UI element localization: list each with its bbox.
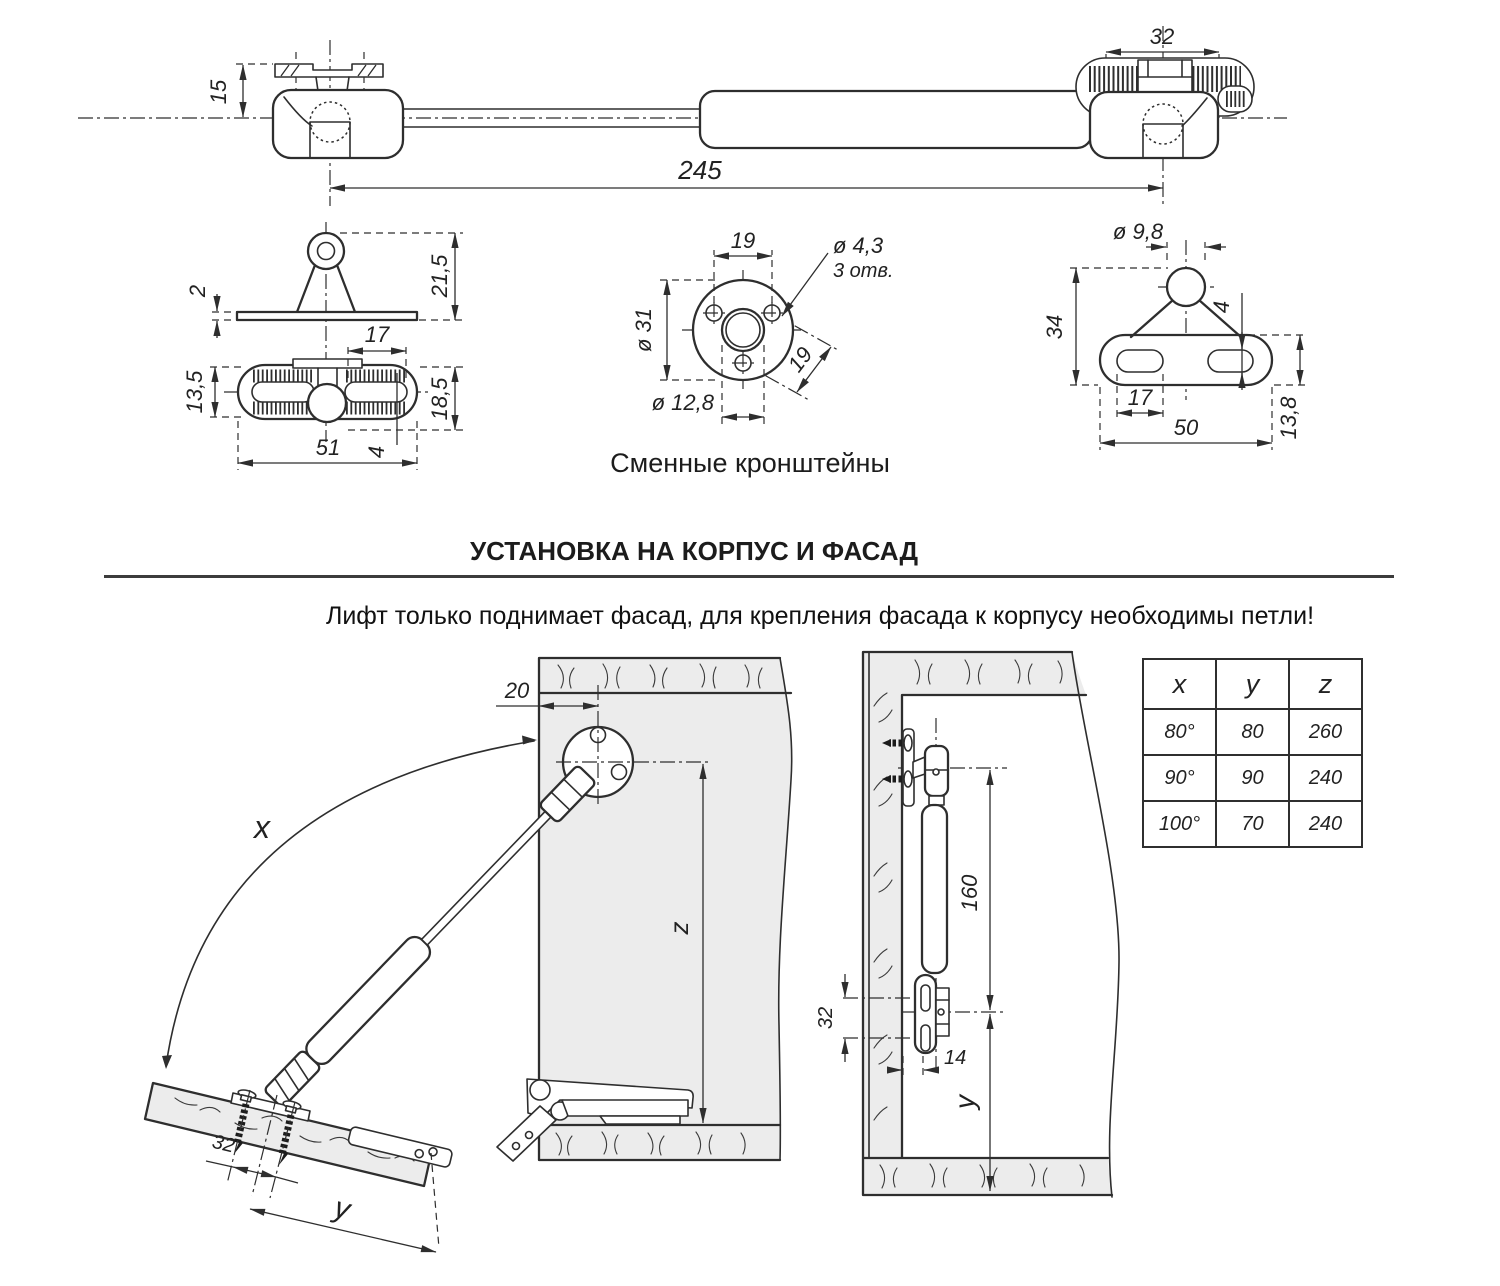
round-flange-view: [631, 228, 893, 424]
cylinder-body: [700, 91, 1092, 148]
table-cell: 240: [1289, 801, 1362, 847]
dim-13-5-label: 13,5: [182, 370, 207, 414]
left-mount-plate: [275, 64, 383, 91]
left-end-cap: [273, 90, 403, 158]
dim-245: [330, 155, 1163, 188]
t-bracket-view: [1042, 219, 1307, 450]
dim-160-label: 160: [957, 874, 982, 912]
dim-3-holes-label: 3 отв.: [833, 260, 894, 282]
flange-hole-side: [612, 765, 627, 780]
dim-15-label: 15: [206, 79, 231, 105]
dim-4-3-label: ø 4,3: [833, 233, 884, 258]
angle-x-label: x: [254, 809, 270, 845]
dim-20-label: 20: [504, 678, 530, 703]
dim-51-label: 51: [315, 435, 341, 460]
table-header-row: [1143, 659, 1362, 709]
gas-lift-side-view: [0, 0, 1500, 210]
xyz-table: [1142, 658, 1363, 848]
side-bracket-top-view: [182, 322, 463, 470]
dim-9-8-label: ø 9,8: [1112, 219, 1164, 244]
dim-18-5-label: 18,5: [427, 377, 452, 421]
install-side-view: [120, 630, 810, 1286]
dim-4-label: 4: [364, 445, 389, 459]
dim-32-label: 32: [1149, 24, 1175, 49]
dim-32-front: [815, 974, 845, 1062]
table-header-z: z: [1289, 659, 1362, 709]
dim-19-top-label: 19: [730, 228, 756, 253]
table-row: [1143, 801, 1362, 847]
dim-15: [206, 64, 273, 117]
table-cell: 260: [1289, 709, 1362, 755]
dim-32: [1106, 24, 1219, 52]
table-cell: 80: [1216, 709, 1289, 755]
section-title: УСТАНОВКА НА КОРПУС И ФАСАД: [469, 536, 919, 566]
table-header-y: y: [1216, 659, 1289, 709]
dim-12-8-label: ø 12,8: [651, 390, 714, 415]
dim-y-fascia-label: y: [331, 1190, 354, 1227]
right-end-cap: [1090, 92, 1218, 158]
table-cell: 90°: [1143, 755, 1216, 801]
replaceable-brackets-views: [0, 210, 1500, 520]
table-row: [1143, 709, 1362, 755]
dim-50-label: 50: [1173, 415, 1199, 440]
dim-31-label: ø 31: [631, 307, 656, 353]
table-header-x: x: [1143, 659, 1216, 709]
dim-34-label: 34: [1042, 314, 1067, 340]
dim-z-label: z: [664, 921, 694, 935]
divider-rule: [104, 575, 1394, 578]
dim-17r-label: 17: [1127, 385, 1153, 410]
table-row: [1143, 755, 1362, 801]
open-fascia: [145, 1083, 453, 1186]
dim-160: [957, 770, 990, 1010]
dim-2-label: 2: [185, 284, 210, 298]
dim-21-5-label: 21,5: [427, 254, 452, 298]
cabinet-panels-front: [863, 652, 1119, 1197]
dim-17-label: 17: [364, 322, 390, 347]
dim-32-front-label: 32: [815, 1006, 837, 1030]
install-front-view: [815, 630, 1165, 1286]
dim-13-8-label: 13,8: [1276, 396, 1301, 440]
dim-14-label: 14: [944, 1047, 967, 1069]
dim-245-label: 245: [678, 155, 722, 185]
dim-slot4-label: 4: [1209, 300, 1234, 314]
installation-note: Лифт только поднимает фасад, для крепления фасада к корпусу необходимы петли!: [325, 602, 1315, 630]
table-cell: 70: [1216, 801, 1289, 847]
dim-y-front-label: y: [949, 1095, 980, 1109]
table-cell: 90: [1216, 755, 1289, 801]
dim-19-diag-label: 19: [782, 342, 818, 377]
brackets-caption: Сменные кронштейны: [610, 448, 890, 478]
dim-32-fascia-label: 32: [210, 1130, 237, 1158]
table-cell: 240: [1289, 755, 1362, 801]
table-cell: 100°: [1143, 801, 1216, 847]
table-cell: 80°: [1143, 709, 1216, 755]
